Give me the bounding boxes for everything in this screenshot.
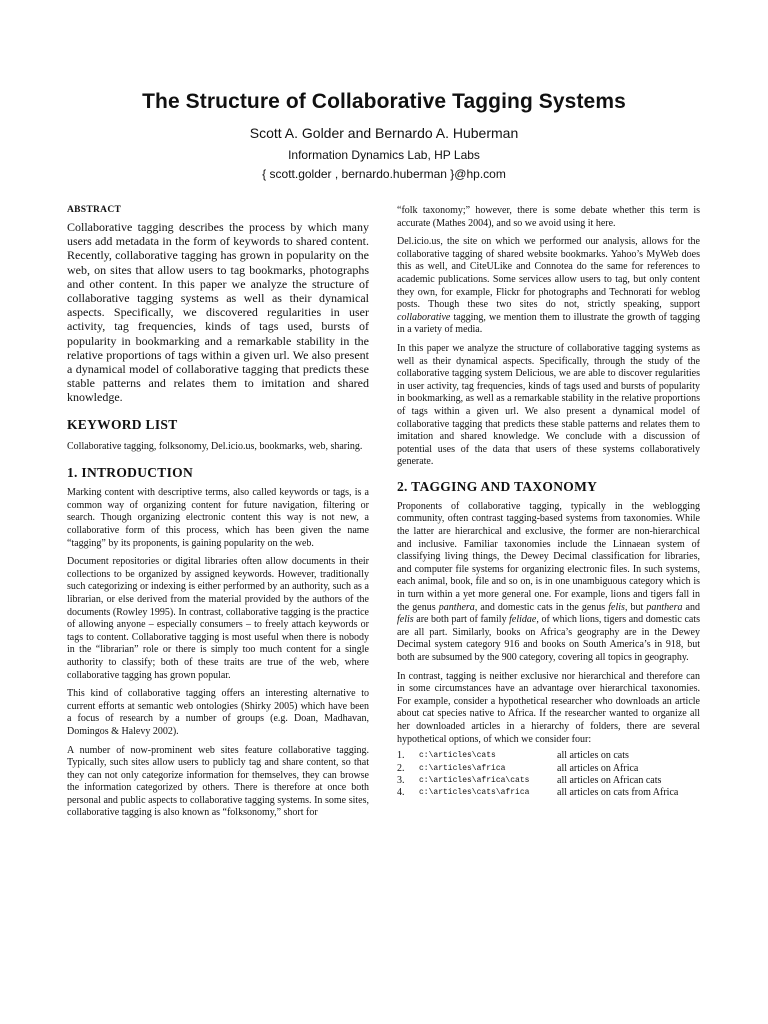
paragraph-text: , but	[624, 601, 647, 613]
folder-option	[397, 775, 700, 787]
introduction-paragraph: A number of now-prominent web sites feature collaborative tagging. Typically, such sites allow users to publicly tag and share content, so that they can not only categorize information for themselves, they can browse the information categorized by others. There is therefore at once both personal and public aspects to collaborative tagging systems. In some sites, collaborative tagging is also known as “folksonomy,” short for	[67, 744, 369, 819]
option-description: all articles on cats from Africa	[557, 787, 679, 799]
emphasis-text: felis	[397, 614, 414, 626]
folder-option	[397, 750, 700, 762]
paragraph-text: , of which lions, tigers and domestic cats are all part. Similarly, books on Africa’s geography are in the Dewey Decimal system category 916 and books on South America’s in 918, but both are subsumed by the 900 category, covering all topics in geography.	[397, 614, 700, 663]
option-path: c:\articles\cats\africa	[419, 788, 530, 798]
abstract-heading: ABSTRACT	[67, 205, 122, 215]
paragraph-text: are both part of family	[413, 614, 510, 626]
tagging-paragraph	[397, 501, 700, 665]
paragraph-text: Proponents of collaborative tagging, typically in the weblogging community, often contrast tagging-based systems from taxonomies. While the latter are hierarchical and exclusive, the former are non-hierarchical and inclusive. Familiar taxonomies include the Linnaean system of classifying living things, the Dewey Decimal classification for libraries, and computer file systems for organizing electronic files. In such systems, each animal, book, file and so on, is in one unambiguous category which is in turn within a yet more general one. For example, lions and tigers fall in the genus	[397, 500, 700, 613]
option-path: c:\articles\africa	[419, 763, 506, 773]
option-path: c:\articles\africa\cats	[419, 775, 530, 785]
emphasis-text: panthera	[438, 601, 475, 613]
option-description: all articles on African cats	[557, 774, 662, 786]
paper-email: { scott.golder , bernardo.huberman }@hp.com	[262, 167, 506, 181]
left-column	[67, 205, 369, 820]
emphasis-text: felidae	[509, 614, 537, 626]
paper-authors: Scott A. Golder and Bernardo A. Huberman	[249, 125, 519, 141]
emphasis-text: panthera	[646, 601, 683, 613]
option-number: 3.	[397, 774, 405, 786]
option-number: 4.	[397, 787, 405, 799]
paper-title: The Structure of Collaborative Tagging Systems	[142, 90, 626, 113]
emphasis-text: felis	[608, 601, 625, 613]
paragraph-text: , and domestic cats in the genus	[474, 601, 609, 613]
option-description: all articles on Africa	[557, 762, 639, 774]
keyword-list-text: Collaborative tagging, folksonomy, Del.icio.us, bookmarks, web, sharing.	[67, 440, 363, 452]
introduction-paragraph	[397, 236, 700, 337]
introduction-paragraph: Document repositories or digital libraries often allow documents in their collections to be organized by assigned keywords. However, traditionally such categorizing or indexing is either performed by an authority, such as a librarian, or else derived from the material provided by the authors of the documents (Rowley 1995). In contrast, collaborative tagging is the practice of allowing anyone – especially consumers – to freely attach keywords or tags to content. Collaborative tagging is most useful when there is nobody in the “librarian” role or there is simply too much content for a single authority to classify; both of these traits are true of the web, where collaborative tagging has grown popular.	[67, 556, 369, 681]
introduction-paragraph: “folk taxonomy;” however, there is some debate whether this term is accurate (Mathes 2004), and so we avoid using it here.	[397, 205, 700, 229]
folder-option	[397, 787, 700, 799]
option-description: all articles on cats	[557, 750, 629, 762]
folder-options-list	[397, 750, 700, 800]
introduction-paragraph: In this paper we analyze the structure of collaborative tagging systems as well as their dynamical aspects. Specifically, through the study of the collaborative tagging system Delicious, we are able to discover regularities in user activity, tag frequencies, kinds of tags used and bursts of popularity in bookmarking, as well as a remarkable stability in the relative proportions of tags within a given url. We also present a dynamical model of collaborative tagging that predicts these stable patterns and relates them to imitation and shared knowledge. We conclude with a discussion of potential uses of the data that users of these systems collaboratively generate.	[397, 342, 700, 468]
paragraph-text: Del.icio.us, the site on which we performed our analysis, allows for the collaborative tagging of shared website bookmarks. Yahoo’s MyWeb does this as well, and CiteULike and Connotea do the same for references to academic publications. Some services allow users to tag, but only content they own, for example, Flickr for photographs and Technorati for weblog posts. Though these two sites do not, strictly speaking, support	[397, 236, 700, 311]
introduction-heading: 1. INTRODUCTION	[67, 465, 194, 481]
option-number: 1.	[397, 750, 405, 762]
option-number: 2.	[397, 762, 405, 774]
paragraph-text: tagging, we mention them to illustrate the growth of tagging in a variety of media.	[397, 311, 700, 336]
introduction-paragraph: Marking content with descriptive terms, also called keywords or tags, is a common way of organizing content for future navigation, filtering or search. Though organizing electronic content this way is not new, a collaborative form of this process, which has been given the name “tagging” by its proponents, is gaining popularity on the web.	[67, 487, 369, 549]
paper-affiliation: Information Dynamics Lab, HP Labs	[288, 148, 480, 162]
option-path: c:\articles\cats	[419, 751, 496, 761]
keyword-list-heading: KEYWORD LIST	[67, 416, 178, 432]
introduction-paragraph: This kind of collaborative tagging offers an interesting alternative to current efforts at semantic web ontologies (Shirky 2005) which have been a focus of research by a number of groups (e.g. Doan, Madhavan, Domingos & Halevy 2002).	[67, 688, 369, 737]
folder-option	[397, 763, 700, 775]
paragraph-text: and	[682, 601, 700, 613]
right-column	[397, 205, 700, 800]
abstract-text: Collaborative tagging describes the process by which many users add metadata in the form of keywords to shared content. Recently, collaborative tagging has grown in popularity on the web, on sites that allow users to tag bookmarks, photographs and other content. In this paper we analyze the structure of collaborative tagging systems as well as their dynamical aspects. Specifically, we discovered regularities in user activity, tag frequencies, kinds of tags used, bursts of popularity in bookmarking and a remarkable stability in the relative proportions of tags within a given url. We also present a dynamical model of collaborative tagging that predicts these stable patterns and relates them to imitation and shared knowledge.	[67, 220, 369, 405]
tagging-paragraph: In contrast, tagging is neither exclusive nor hierarchical and therefore can in some circumstances have an advantage over hierarchical taxonomies. For example, consider a hypothetical researcher who downloads an article about cat species native to Africa. If the researcher wanted to organize all her downloaded articles in a hierarchy of folders, there are several hypothetical options, of which we consider four:	[397, 670, 700, 745]
tagging-taxonomy-heading: 2. TAGGING AND TAXONOMY	[397, 478, 598, 494]
emphasis-text: collaborative	[397, 311, 451, 323]
